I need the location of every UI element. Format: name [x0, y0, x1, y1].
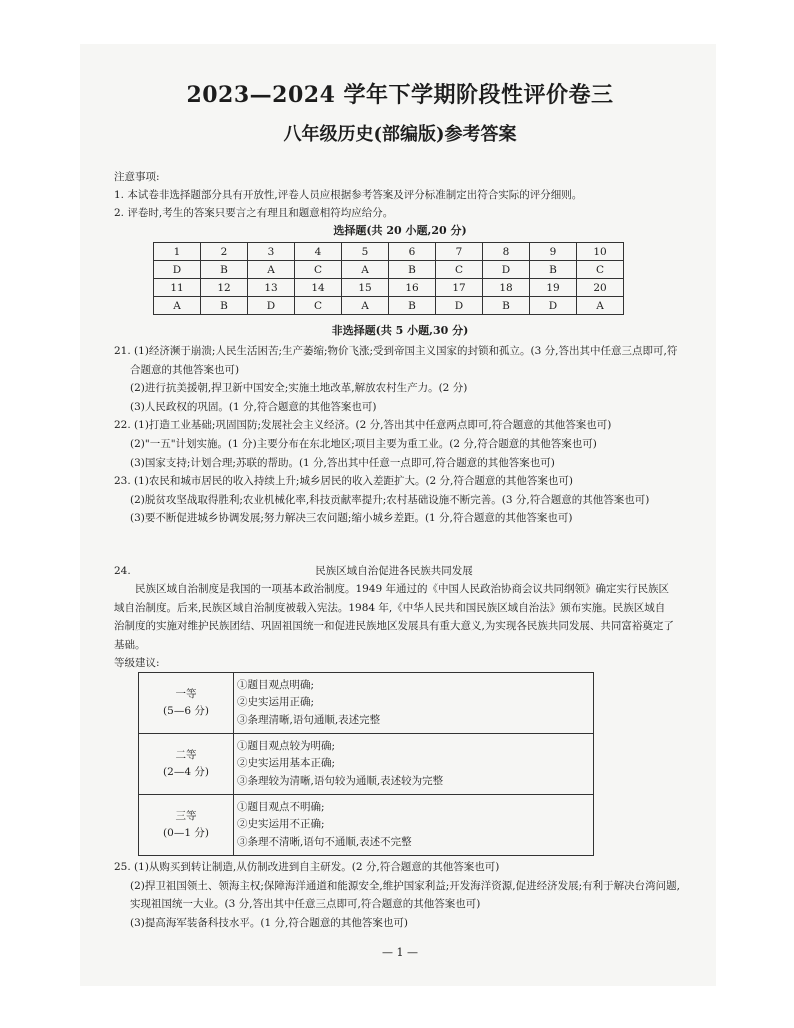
question-number-cell: 9 [530, 243, 577, 261]
answer-cell: A [342, 261, 389, 279]
nonchoice-section-title: 非选择题(共 5 小题,30 分) [331, 324, 469, 337]
choice-section-title: 选择题(共 20 小题,20 分) [333, 224, 467, 237]
grading-table [138, 672, 594, 856]
criterion: ③条理不清晰,语句不通顺,表述不完整 [237, 835, 412, 848]
notes-heading: 注意事项: [114, 171, 160, 183]
question-number-cell: 10 [577, 243, 624, 261]
q25-part1: 25. (1)从购买到转让制造,从仿制改进到自主研发。(2 分,符合题意的其他答案也可) [114, 861, 500, 873]
grade-score: (2—4 分) [163, 766, 209, 778]
answer-cell: B [389, 297, 436, 315]
notes-section [114, 168, 694, 222]
q22-part3: (3)国家支持;计划合理;苏联的帮助。(1 分,答出其中任意一点即可,符合题意的其他答案也可) [130, 456, 555, 469]
q24-number: 24. [114, 565, 131, 577]
answer-cell: B [483, 297, 530, 315]
q21-part2: (2)进行抗美援朝,捍卫新中国安全;实施土地改革,解放农村生产力。(2 分) [130, 382, 468, 395]
answer-cell: C [295, 297, 342, 315]
grade-label: 等级建议: [114, 657, 160, 670]
q23-part1: 23. (1)农民和城市居民的收入持续上升;城乡居民的收入差距扩大。(2 分,符合题意的其他答案也可) [114, 475, 573, 488]
answer-cell: B [201, 297, 248, 315]
grade-level: 一等 [175, 688, 197, 700]
question-number-row [154, 279, 624, 297]
answer-cell: B [389, 261, 436, 279]
grade-level-cell [139, 795, 234, 856]
q25-part3: (3)提高海军装备科技水平。(1 分,符合题意的其他答案也可) [130, 916, 408, 929]
note-item: 1. 本试卷非选择题部分具有开放性,评卷人员应根据参考答案及评分标准制定出符合实际的评分细则。 [114, 189, 583, 201]
answer-cell: D [483, 261, 530, 279]
question-number-cell: 11 [154, 279, 201, 297]
note-item: 2. 评卷时,考生的答案只要言之有理且和题意相符均应给分。 [114, 207, 394, 219]
question-number-cell: 14 [295, 279, 342, 297]
q24-essay-body: 民族区域自治制度是我国的一项基本政治制度。1949 年通过的《中国人民政治协商会议共同纲领》确定实行民族区域自治制度。后来,民族区域自治制度被载入宪法。1984 年,《中华人民共和国民族区域自治法》颁布实施。民族区域自治制度的实施对维护民族团结、巩固祖国统一和促进民族地区发展具有重大意义,为实现各民族共同发展、共同富裕奠定了基础。 [114, 583, 674, 651]
answer-cell: A [248, 261, 295, 279]
answer-cell: C [295, 261, 342, 279]
question-number-cell: 16 [389, 279, 436, 297]
grade-level-cell [139, 673, 234, 734]
question-number-cell: 20 [577, 279, 624, 297]
criterion: ①题目观点不明确; [237, 800, 325, 813]
answer-cell: D [436, 297, 483, 315]
question-number-cell: 17 [436, 279, 483, 297]
question-number-cell: 2 [201, 243, 248, 261]
criterion: ①题目观点明确; [237, 678, 315, 691]
question-number-cell: 1 [154, 243, 201, 261]
q21-part3: (3)人民政权的巩固。(1 分,符合题意的其他答案也可) [130, 400, 377, 413]
question-number-cell: 13 [248, 279, 295, 297]
q25-section [114, 858, 680, 932]
question-number-cell: 3 [248, 243, 295, 261]
grade-level: 三等 [175, 810, 197, 822]
question-number-cell: 12 [201, 279, 248, 297]
answer-cell: A [154, 297, 201, 315]
question-number-cell: 7 [436, 243, 483, 261]
answer-cell: C [436, 261, 483, 279]
q22-part1: 22. (1)打造工业基础;巩固国防;发展社会主义经济。(2 分,答出其中任意两点即可,符合题意的其他答案也可) [114, 419, 612, 432]
grade-level-cell [139, 734, 234, 795]
page-title: 2023—2024 学年下学期阶段性评价卷三 [186, 82, 614, 108]
page-subtitle: 八年级历史(部编版)参考答案 [283, 124, 517, 145]
q22-part2: (2)"一五"计划实施。(1 分)主要分布在东北地区;项目主要为重工业。(2 分,符合题意的其他答案也可) [130, 437, 597, 450]
question-number-cell: 6 [389, 243, 436, 261]
q21-part1: 21. (1)经济濒于崩溃;人民生活困苦;生产萎缩;物价飞涨;受到帝国主义国家的封锁和孤立。(3 分,答出其中任意三点即可,符合题意的其他答案也可) [114, 345, 678, 376]
answer-cell: C [577, 261, 624, 279]
answer-cell: D [530, 297, 577, 315]
criterion: ②史实运用不正确; [237, 818, 325, 831]
question-number-cell: 4 [295, 243, 342, 261]
question-number-row [154, 243, 624, 261]
grade-row [139, 734, 594, 795]
question-number-cell: 8 [483, 243, 530, 261]
q25-part2: (2)捍卫祖国领土、领海主权;保障海洋通道和能源安全,维护国家利益;开发海洋资源,促进经济发展;有利于解决台湾问题,实现祖国统一大业。(3 分,答出其中任意三点即可,符合题意的其他答案也可) [130, 879, 680, 911]
answer-cell: D [154, 261, 201, 279]
grade-row [139, 795, 594, 856]
answer-cell: B [201, 261, 248, 279]
question-number-cell: 18 [483, 279, 530, 297]
criterion: ③条理清晰,语句通顺,表述完整 [237, 713, 381, 726]
question-number-cell: 19 [530, 279, 577, 297]
answer-row [154, 261, 624, 279]
criterion: ②史实运用基本正确; [237, 757, 336, 770]
answer-cell: D [248, 297, 295, 315]
page-number: — 1 — [382, 946, 418, 959]
answers-21-23 [114, 342, 680, 528]
grade-criteria-cell [234, 673, 594, 734]
criterion: ①题目观点较为明确; [237, 739, 336, 752]
answer-row [154, 297, 624, 315]
grade-level: 二等 [175, 749, 197, 761]
grade-row [139, 673, 594, 734]
q23-part3: (3)要不断促进城乡协调发展;努力解决三农问题;缩小城乡差距。(1 分,符合题意的其他答案也可) [130, 512, 573, 525]
criterion: ②史实运用正确; [237, 696, 315, 709]
choice-answer-table [153, 242, 624, 315]
answer-cell: A [342, 297, 389, 315]
grade-score: (0—1 分) [163, 827, 209, 839]
question-number-cell: 5 [342, 243, 389, 261]
answer-cell: A [577, 297, 624, 315]
question-number-cell: 15 [342, 279, 389, 297]
grade-criteria-cell [234, 795, 594, 856]
q24-section [114, 562, 674, 672]
criterion: ③条理较为清晰,语句较为通顺,表述较为完整 [237, 774, 444, 787]
q24-essay-title: 民族区域自治促进各民族共同发展 [315, 565, 473, 577]
q23-part2: (2)脱贫攻坚战取得胜利;农业机械化率,科技贡献率提升;农村基础设施不断完善。(3 分,符合题意的其他答案也可) [130, 493, 650, 506]
answer-cell: B [530, 261, 577, 279]
grade-score: (5—6 分) [163, 705, 209, 717]
grade-criteria-cell [234, 734, 594, 795]
